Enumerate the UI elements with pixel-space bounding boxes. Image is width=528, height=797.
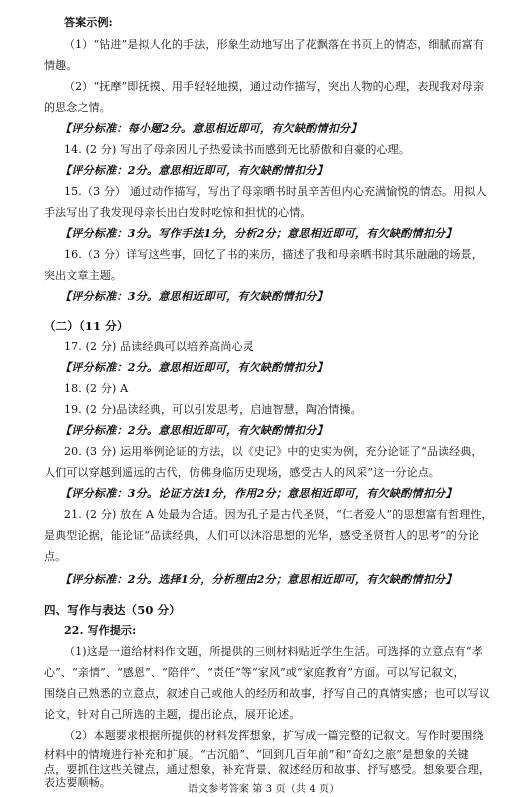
q22-tip1-line4: 论文，针对自己所选的主题，提出论点，展开论述。	[44, 708, 301, 721]
q14-scoring-standard: 【评分标准：2分。意思相近即可，有欠缺酌情扣分】	[60, 164, 328, 177]
q17-answer: 17. (2 分) 品读经典可以培养高尚心灵	[64, 340, 254, 353]
q22-tip1-line2: 心”、“亲情”、“感恩”、“陪伴”、“责任”等“家风”或“家庭教育”方面。可以写记叙文，	[44, 666, 465, 679]
q19-answer: 19. (2 分)品读经典，可以引发思考，启迪智慧，陶冶情操。	[64, 403, 362, 416]
q22-tip2-line3: 点，要抓住这些关键点，通过想象，补充背景、叙述经历和故事、抒写感受。想象要合理，	[44, 763, 490, 776]
q20-answer-line2: 人们可以穿越到遥远的古代，仿佛身临历史现场，感受古人的风采”这一分论点。	[44, 466, 441, 479]
q15-answer-line1: 15.（3 分） 通过动作描写，写出了母亲晒书时虽辛苦但内心充满愉悦的情态。用拟人	[64, 185, 487, 198]
q22-tip2-line4: 表达要顺畅。	[44, 776, 111, 789]
q13-part1-line2: 情趣。	[44, 59, 78, 72]
q16-scoring-standard: 【评分标准：3分。意思相近即可，有欠缺酌情扣分】	[60, 290, 328, 303]
q19-scoring-standard: 【评分标准：2分。意思相近即可，有欠缺酌情扣分】	[60, 424, 328, 437]
q18-answer: 18. (2 分) A	[64, 382, 129, 395]
q20-scoring-standard: 【评分标准：3分。论证方法1分，作用2分；意思相近即可，有欠缺酌情扣分】	[60, 487, 457, 500]
q13-part2-line2: 的思念之情。	[44, 101, 111, 114]
q22-tip2-line2: 材料中的情境进行补充和扩展。“古沉船”、“回到几百年前”和“奇幻之旅”是想象的关键	[44, 748, 469, 761]
page-footer: 语文参考答案 第 3 页（共 4 页）	[188, 784, 340, 795]
q13-part2-line1: （2）“抚摩”即抚摸、用手轻轻地摸，通过动作描写，突出人物的心理，表现我对母亲	[64, 80, 485, 93]
q22-tip2-line1: （2）本题要求根据所提供的材料发挥想象，扩写成一篇完整的记叙文。写作时要围绕	[64, 729, 484, 742]
q15-scoring-standard: 【评分标准：3分。写作手法1分，分析2分；意思相近即可，有欠缺酌情扣分】	[60, 227, 457, 240]
q21-scoring-standard: 【评分标准：2分。选择1分，分析理由2分；意思相近即可，有欠缺酌情扣分】	[60, 573, 457, 586]
q22-tip1-line3: 围绕自己熟悉的立意点，叙述自己或他人的经历和故事，抒写自己的真情实感；也可以写议	[44, 687, 490, 700]
section-2-heading: （二）（11 分）	[44, 319, 129, 333]
q13-part1-line1: （1）“钻进”是拟人化的手法，形象生动地写出了花飘落在书页上的情态，细腻而富有	[64, 38, 485, 51]
q13-scoring-standard: 【评分标准：每小题2分。意思相近即可，有欠缺酌情扣分】	[60, 122, 362, 135]
q21-answer-line3: 点。	[44, 550, 67, 563]
q15-answer-line2: 手法写出了我发现母亲长出白发时吃惊和担忧的心情。	[44, 206, 312, 219]
q22-tip1-line1: （1)这是一道给材料作文题，所提供的三则材料贴近学生生活。可选择的立意点有“孝	[64, 645, 483, 658]
section-4-heading: 四、写作与表达（50 分）	[44, 603, 181, 617]
q22-heading: 22. 写作提示:	[64, 624, 137, 637]
q20-answer-line1: 20. (3 分) 运用举例论证的方法，以《史记》中的史实为例，充分论证了“品读经典，	[64, 445, 483, 458]
q17-scoring-standard: 【评分标准：2分。意思相近即可，有欠缺酌情扣分】	[60, 361, 328, 374]
answer-example-heading: 答案示例:	[64, 16, 113, 29]
q21-answer-line2: 是典型论据，能论证“品读经典，人们可以沐浴思想的光华，感受圣贤哲人的思考”的分论	[44, 529, 480, 542]
q14-answer: 14. (2 分) 写出了母亲因儿子热爱读书而感到无比骄傲和自豪的心理。	[64, 143, 410, 156]
q21-answer-line1: 21. (2 分) 放在 A 处最为合适。因为孔子是古代圣贤，“仁者爱人”的思想富有哲理性，	[64, 508, 493, 521]
q16-answer-line1: 16.（3 分）详写这些事，回忆了书的来历，描述了我和母亲晒书时其乐融融的场景，	[64, 248, 483, 261]
q16-answer-line2: 突出文章主题。	[44, 269, 123, 282]
